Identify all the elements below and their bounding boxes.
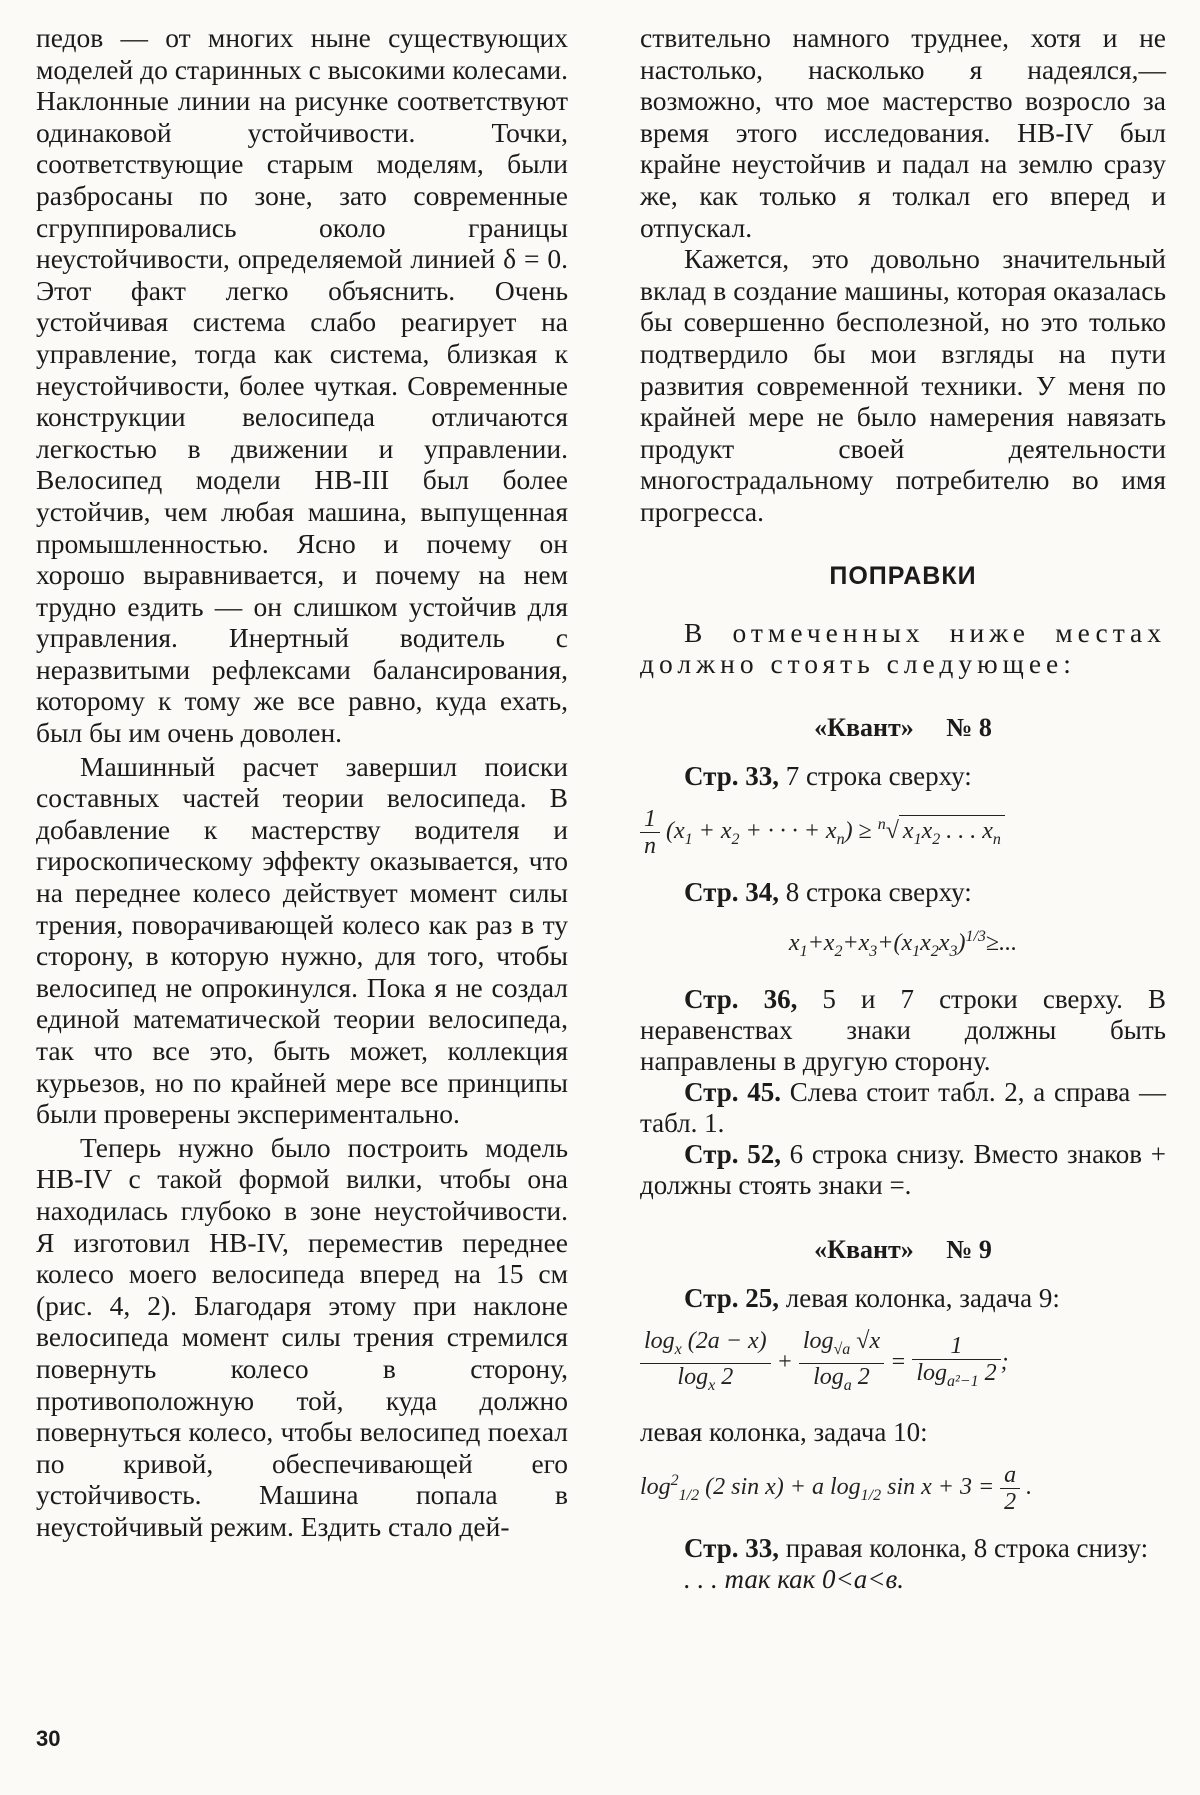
- ref-text: Слева стоит табл. 2, а справа — табл. 1.: [640, 1077, 1167, 1139]
- journal-name: «Квант»: [814, 712, 914, 742]
- ref-text: 6 строка снизу. Вместо знаков + должны стоять знаки =.: [640, 1139, 1166, 1201]
- formula-sum-inequality: $x_1+x_2+x_3+(x_1x_2x_3)^{1/3}\ge$...: [788, 927, 1018, 960]
- ref-text: 5 и 7 строки сверху. В неравенствах знаки должны быть направлены в другую сторону.: [640, 984, 1166, 1077]
- correction-item: [640, 1077, 1166, 1139]
- formula-log-equation: $\frac{\log_x (2a - x)}{\log_x 2}$ + $\frac{\log_{√a} √x}{\log_a 2}$ = $\frac{1}{\log_{a^2-1} 2}$ ;: [640, 1328, 1166, 1399]
- right-column: [640, 22, 1166, 1595]
- issue-number: № 9: [946, 1235, 992, 1265]
- correction-item: [640, 877, 1166, 908]
- issue-8-heading: [640, 713, 1166, 743]
- corrections-heading: ПОПРАВКИ: [829, 561, 977, 590]
- paragraph: ствительно намного труднее, хотя и не настолько, насколько я надеялся,— возможно, что мое мастерство возросло за время этого исследования. НВ-IV был крайне неустойчив и падал на землю сразу же, как только я толкал его вперед и отпускал.: [640, 22, 1166, 243]
- formula-inequality-text: . . . так как 0<a<в.: [684, 1563, 904, 1594]
- ref-text: 8 строка сверху:: [785, 876, 972, 907]
- ref-text: 7 строка сверху:: [785, 760, 972, 791]
- journal-name: «Квант»: [814, 1235, 914, 1265]
- formula-log-sine-equation: $\log^2_{1/2} (2$ sin x) + a $\log_{1/2} \sin x + 3$ = $\frac{a}{2}$ .: [640, 1461, 1033, 1515]
- paragraph: Машинный расчет завершил поиски составных частей теории велосипеда. В добавление к мастерству водителя и гироскопическому эффекту оказывается, что на переднее колесо действует момент силы трения, поворачивающей колесо как раз в ту сторону, в которую нужно, для того, чтобы велосипед не опрокинулся. Пока я не создал единой математической теории велосипеда, так что все это, быть может, коллекция курьезов, но по крайней мере все принципы были проверены экспериментально.: [36, 750, 568, 1130]
- page-ref: Стр. 33,: [684, 760, 780, 791]
- left-column: [36, 22, 568, 1543]
- page-ref: Стр. 34,: [684, 876, 780, 907]
- paragraph: Кажется, это довольно значительный вклад в создание машины, которая оказалась бы совершенно бесполезной, но это только подтвердило бы мои взгляды на пути развития современной техники. У меня по крайней мере не было намерения навязать продукт своей деятельности многострадальному потребителю во имя прогресса.: [640, 243, 1166, 527]
- correction-item: [640, 1283, 1166, 1314]
- correction-item: левая колонка, задача 10:: [640, 1416, 928, 1447]
- page-ref: Стр. 33,: [684, 1532, 780, 1563]
- page-ref: Стр. 36,: [684, 984, 798, 1015]
- page-number: 30: [36, 1726, 61, 1751]
- issue-9-heading: [640, 1235, 1166, 1265]
- page-ref: Стр. 52,: [684, 1139, 781, 1170]
- ref-text: правая колонка, 8 строка снизу:: [785, 1532, 1149, 1563]
- ref-text: левая колонка, задача 9:: [785, 1283, 1060, 1314]
- correction-item: [640, 984, 1166, 1077]
- page-ref: Стр. 25,: [684, 1283, 780, 1314]
- formula-mean-inequality: $\frac{1}{n}$ ($x_1 + x_2$ + · · · + $x_n) \ge ^n√$ $x_1x_2$ . . . $x_n$: [640, 806, 1166, 859]
- corrections-intro: В отмеченных ниже местах должно стоять следующее:: [640, 616, 1166, 679]
- paragraph: педов — от многих ныне существующих моделей до старинных с высокими колесами. Наклонные линии на рисунке соответствуют одинаковой устойчивости. Точки, соответствующие старым моделям, были разбросаны по зоне, зато современные сгруппировались около границы неустойчивости, определяемой линией δ = 0. Этот факт легко объяснить. Очень устойчивая система слабо реагирует на управление, тогда как система, близкая к неустойчивости, более чуткая. Современные конструкции велосипеда отличаются легкостью в движении и управлении. Велосипед модели НВ-III был более устойчив, чем любая машина, выпущенная промышленностью. Ясно и почему он хорошо выравнивается, и почему на нем трудно ездить — он слишком устойчив для управления. Инертный водитель с неразвитыми рефлексами балансирования, которому к тому же все равно, куда ехать, был бы им очень доволен.: [36, 22, 568, 749]
- page-ref: Стр. 45.: [684, 1077, 781, 1108]
- correction-item: [640, 761, 1166, 792]
- issue-number: № 8: [946, 712, 992, 742]
- correction-item: [640, 1139, 1166, 1201]
- paragraph: Теперь нужно было построить модель НВ-IV с такой формой вилки, чтобы она находилась глубоко в зоне неустойчивости. Я изготовил НВ-IV, переместив переднее колесо моего велосипеда вперед на 15 см (рис. 4, 2). Благодаря этому при наклоне велосипеда момент силы трения стремился повернуть колесо в сторону, противоположную той, куда должно повернуться колесо, чтобы велосипед поехал по кривой, обеспечивающей его устойчивость. Машина попала в неустойчивый режим. Ездить стало дей-: [36, 1131, 568, 1542]
- correction-item: [640, 1533, 1166, 1564]
